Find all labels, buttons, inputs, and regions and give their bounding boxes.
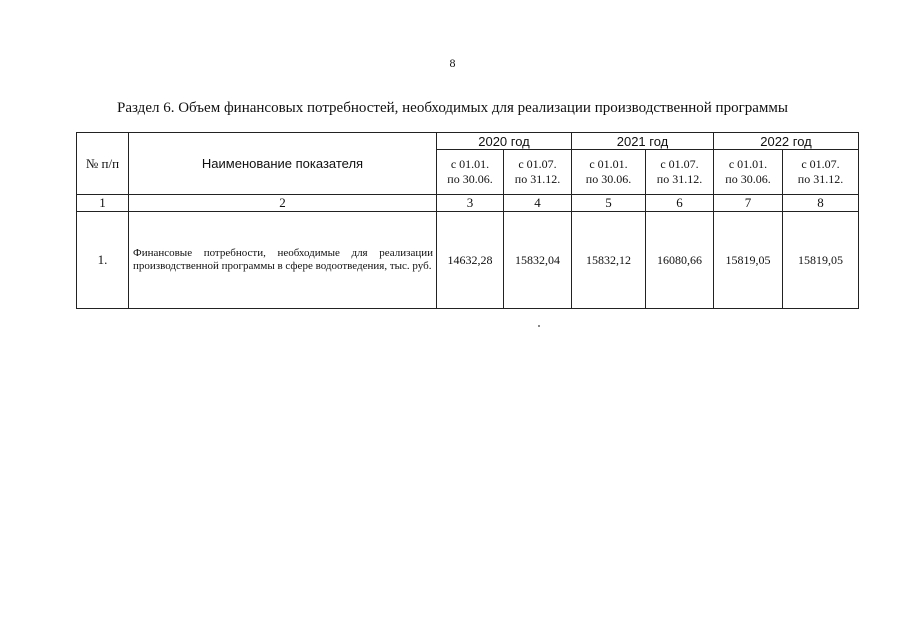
- indicator-name: Финансовые потребности, необходимые для реализации производственной программы в сфере водоотведения, тыс. руб.: [129, 212, 437, 309]
- value-cell: 15819,05: [714, 212, 783, 309]
- financial-needs-table: [76, 132, 859, 309]
- column-number: 7: [714, 195, 783, 212]
- column-number-row: [77, 195, 859, 212]
- header-year: 2020 год: [437, 133, 572, 150]
- column-number: 3: [437, 195, 504, 212]
- column-number: 2: [129, 195, 437, 212]
- column-number: 8: [783, 195, 859, 212]
- header-name: Наименование показателя: [129, 133, 437, 195]
- table-row: [77, 212, 859, 309]
- value-cell: 15832,04: [504, 212, 572, 309]
- header-year: 2021 год: [572, 133, 714, 150]
- row-number: 1.: [77, 212, 129, 309]
- scan-speck: [538, 325, 540, 327]
- section-title: Раздел 6. Объем финансовых потребностей, необходимых для реализации производственной программы: [117, 100, 788, 116]
- header-period: с 01.01. по 30.06.: [714, 150, 783, 195]
- page-number: 8: [449, 56, 456, 70]
- value-cell: 15832,12: [572, 212, 646, 309]
- column-number: 5: [572, 195, 646, 212]
- column-number: 1: [77, 195, 129, 212]
- column-number: 6: [646, 195, 714, 212]
- header-period: с 01.07. по 31.12.: [646, 150, 714, 195]
- header-num: № п/п: [77, 133, 129, 195]
- value-cell: 15819,05: [783, 212, 859, 309]
- header-period: с 01.01. по 30.06.: [437, 150, 504, 195]
- header-period: с 01.07. по 31.12.: [783, 150, 859, 195]
- header-period: с 01.07. по 31.12.: [504, 150, 572, 195]
- column-number: 4: [504, 195, 572, 212]
- value-cell: 14632,28: [437, 212, 504, 309]
- value-cell: 16080,66: [646, 212, 714, 309]
- header-period: с 01.01. по 30.06.: [572, 150, 646, 195]
- header-year: 2022 год: [714, 133, 859, 150]
